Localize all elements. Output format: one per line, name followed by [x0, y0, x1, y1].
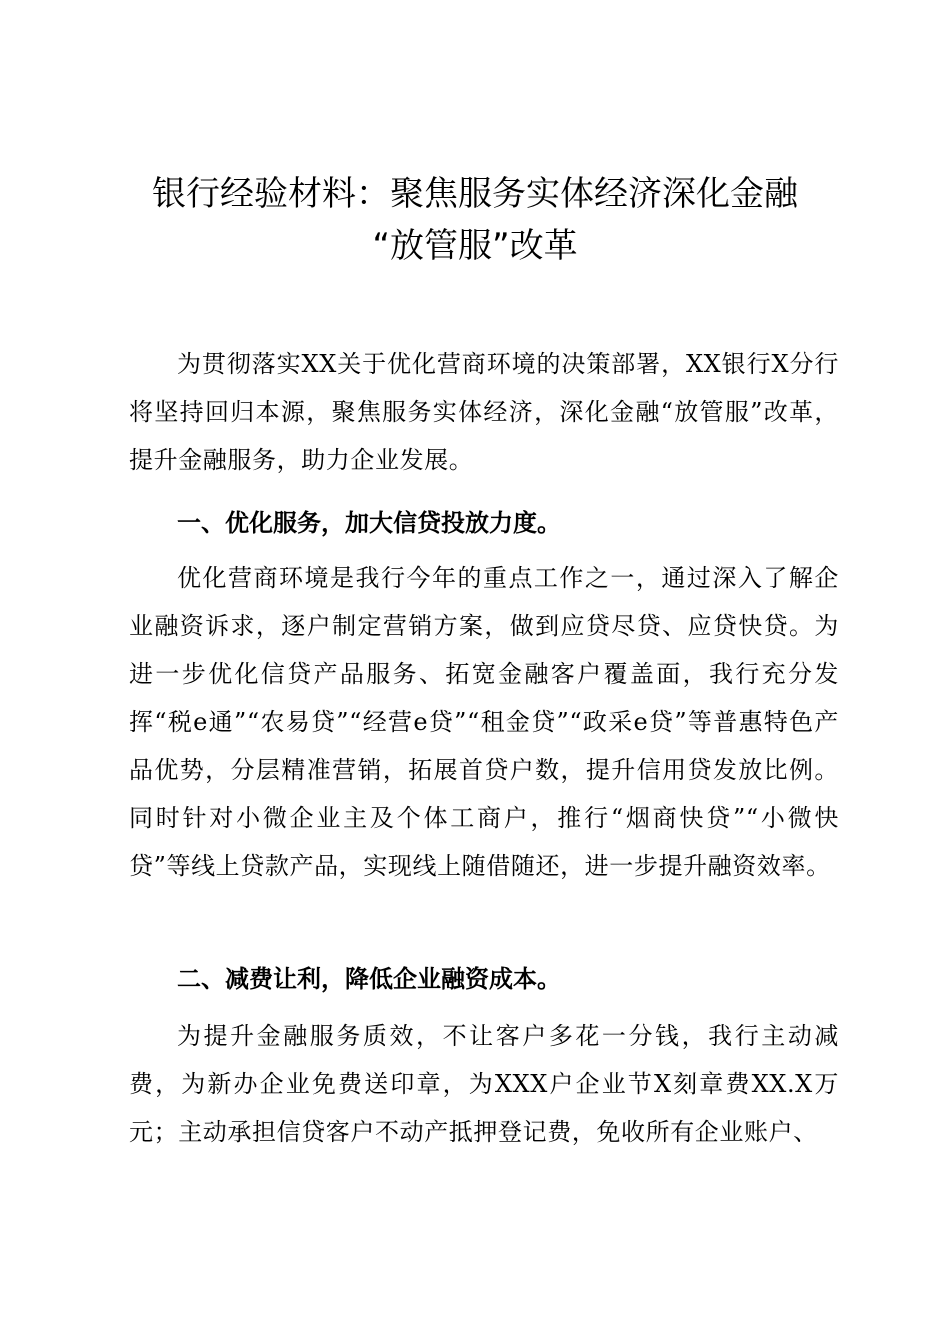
section-1-heading: 一、优化服务，加大信贷投放力度。	[177, 509, 561, 537]
section-1-paragraph: 优化营商环境是我行今年的重点工作之一，通过深入了解企业融资诉求，逐户制定营销方案，做到应贷尽贷、应贷快贷。为进一步优化信贷产品服务、拓宽金融客户覆盖面，我行充分发挥“税e通”“农易贷”“经营e贷”“租金贷”“政采e贷”等普惠特色产品优势，分层精准营销，拓展首贷户数，提升信用贷发放比例。同时针对小微企业主及个体工商户，推行“烟商快贷”“小微快贷”等线上贷款产品，实现线上随借随还，进一步提升融资效率。	[129, 564, 839, 880]
document-title-line-2: “放管服”改革	[372, 226, 578, 266]
section-2-heading: 二、减费让利，降低企业融资成本。	[177, 965, 561, 993]
document-title-line-1: 银行经验材料：聚焦服务实体经济深化金融	[152, 174, 798, 214]
intro-paragraph: 为贯彻落实XX关于优化营商环境的决策部署，XX银行X分行将坚持回归本源，聚焦服务实体经济，深化金融“放管服”改革，提升金融服务，助力企业发展。	[129, 350, 839, 474]
section-2-paragraph: 为提升金融服务质效，不让客户多花一分钱，我行主动减费，为新办企业免费送印章，为XXX户企业节X刻章费XX.X万元；主动承担信贷客户不动产抵押登记费，免收所有企业账户、	[129, 1022, 839, 1146]
